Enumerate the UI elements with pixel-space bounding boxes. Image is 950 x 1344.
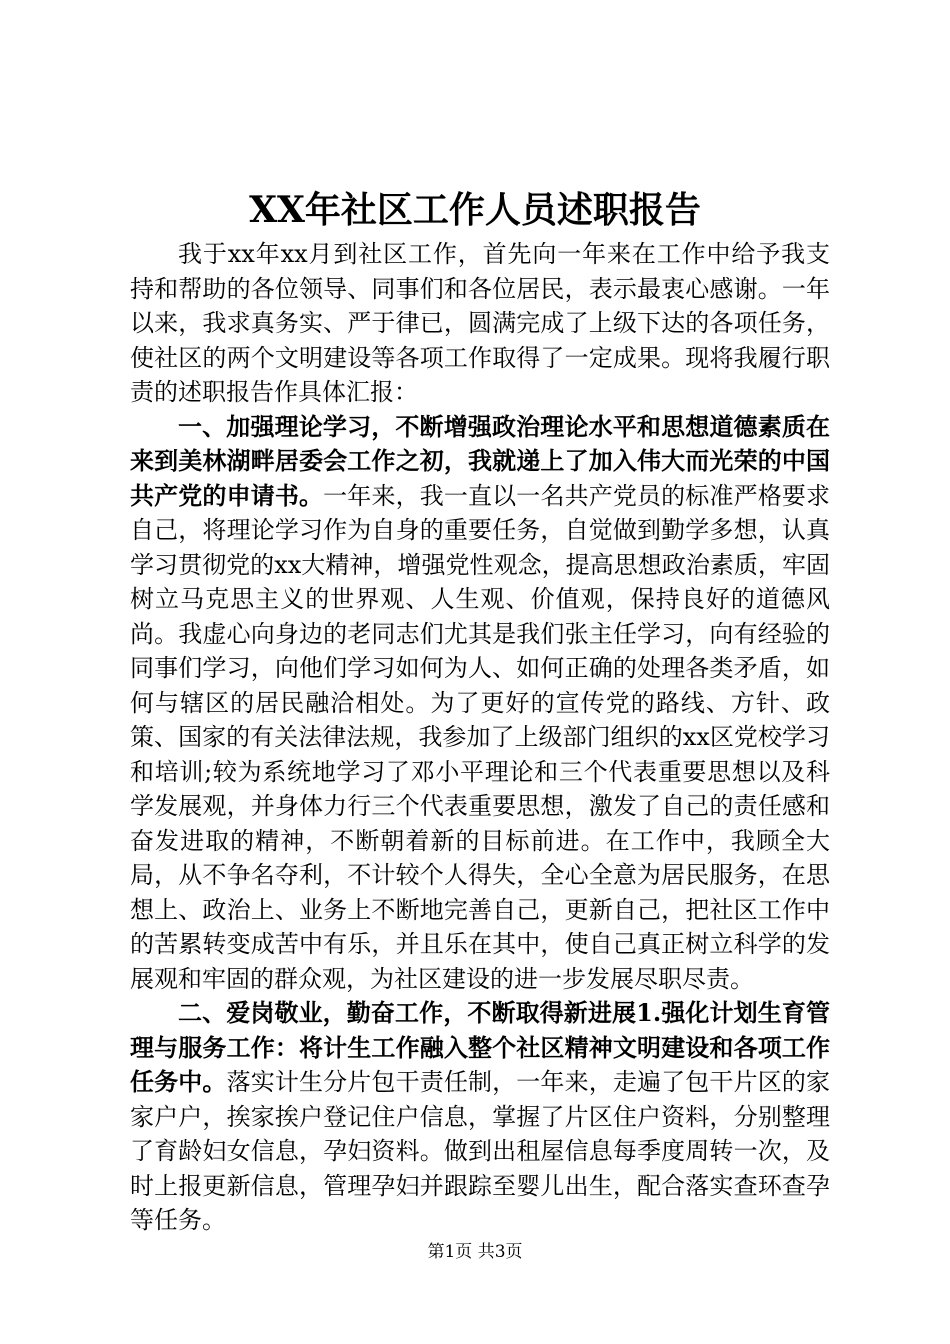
paragraph-text: 我于xx年xx月到社区工作，首先向一年来在工作中给予我支持和帮助的各位领导、同事们和各位居民，表示最衷心感谢。一年以来，我求真务实、严于律已，圆满完成了上级下达的各项任务，使社区的两个文明建设等各项工作取得了一定成果。现将我履行职责的述职报告作具体汇报： bbox=[130, 240, 830, 406]
section-2-text: 落实计生分片包干责任制，一年来，走遍了包干片区的家家户户，挨家挨户登记住户信息，掌握了片区住户资料，分别整理了育龄妇女信息，孕妇资料。做到出租屋信息每季度周转一次，及时上报更新信息，管理孕妇并跟踪至婴儿出生，配合落实查环查孕等任务。 bbox=[130, 1068, 831, 1234]
document-title: XX年社区工作人员述职报告 bbox=[249, 189, 701, 231]
paragraph-section-2 bbox=[130, 996, 830, 1238]
paragraph-section-1 bbox=[130, 410, 830, 997]
page-footer: 第1页 共3页 bbox=[427, 1242, 523, 1262]
document-body bbox=[130, 237, 830, 1238]
paragraph-intro bbox=[130, 237, 830, 410]
section-1-heading: 一、加强理论学习，不断增强政治理论水平和思想道德素质在来到美林湖畔居委会工作之初，我就递上了加入伟大而光荣的中国共产党的申请书。 bbox=[130, 411, 830, 510]
section-1-text: 一年来，我一直以一名共产党员的标准严格要求自己，将理论学习作为自身的重要任务，自觉做到勤学多想，认真学习贯彻党的xx大精神，增强党性观念，提高思想政治素质，牢固树立马克思主义的世界观、人生观、价值观，保持良好的道德风尚。我虚心向身边的老同志们尤其是我们张主任学习，向有经验的同事们学习，向他们学习如何为人、如何正确的处理各类矛盾，如何与辖区的居民融洽相处。为了更好的宣传党的路线、方针、政策、国家的有关法律法规，我参加了上级部门组织的xx区党校学习和培训;较为系统地学习了邓小平理论和三个代表重要思想以及科学发展观，并身体力行三个代表重要思想，激发了自己的责任感和奋发进取的精神，不断朝着新的目标前进。在工作中，我顾全大局，从不争名夺利，不计较个人得失，全心全意为居民服务，在思想上、政治上、业务上不断地完善自己，更新自己，把社区工作中的苦累转变成苦中有乐，并且乐在其中，使自己真正树立科学的发展观和牢固的群众观，为社区建设的进一步发展尽职尽责。 bbox=[130, 481, 831, 993]
section-2-heading: 二、爱岗敬业，勤奋工作，不断取得新进展1.强化计划生育管理与服务工作：将计生工作融入整个社区精神文明建设和各项工作任务中。 bbox=[130, 998, 830, 1096]
